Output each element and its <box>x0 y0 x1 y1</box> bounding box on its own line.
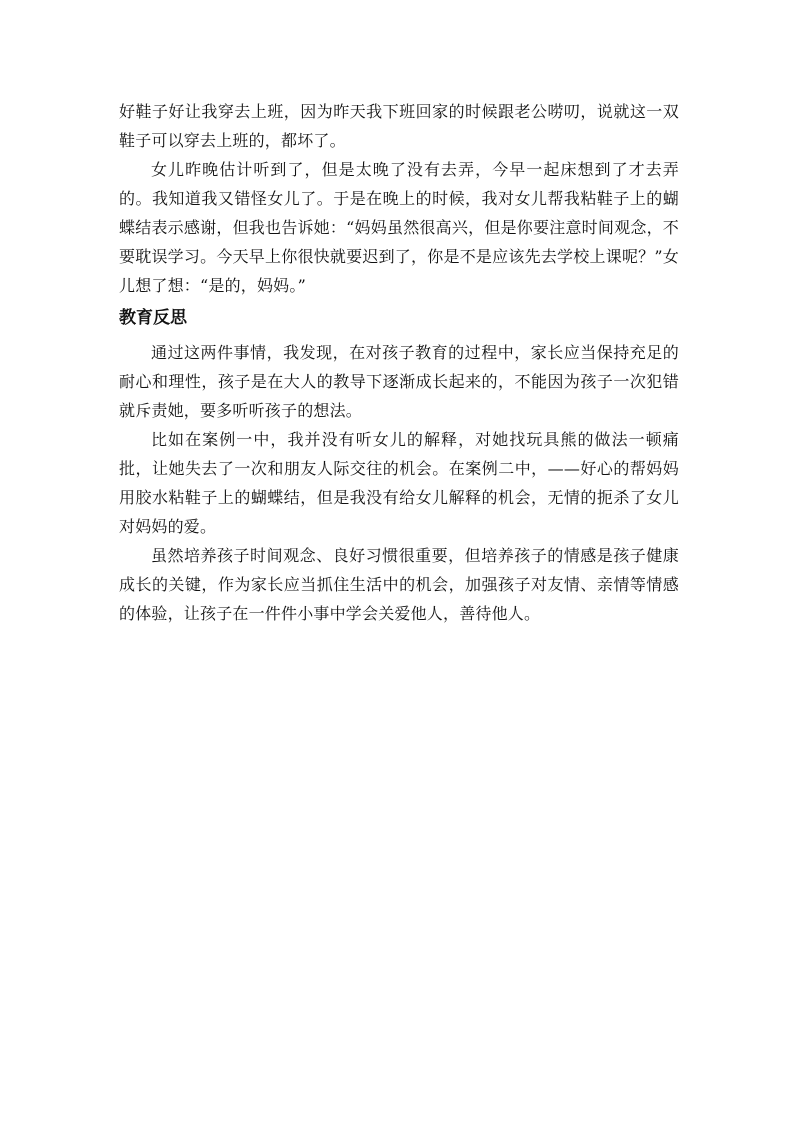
section-heading-education-reflection: 教育反思 <box>119 308 187 328</box>
paragraph-continuation: 好鞋子好让我穿去上班，因为昨天我下班回家的时候跟老公唠叨，说就这一双鞋子可以穿去上班的，都坏了。 <box>119 102 679 150</box>
paragraph-reflection-3: 虽然培养孩子时间观念、良好习惯很重要，但培养孩子的情感是孩子健康成长的关键，作为家长应当抓住生活中的机会，加强孩子对友情、亲情等情感的体验，让孩子在一件件小事中学会关爱他人，善待他人。 <box>119 546 679 623</box>
paragraph-reflection-2: 比如在案例一中，我并没有听女儿的解释，对她找玩具熊的做法一顿痛批，让她失去了一次和朋友人际交往的机会。在案例二中，——好心的帮妈妈用胶水粘鞋子上的蝴蝶结，但是我没有给女儿解释的机会，无情的扼杀了女儿对妈妈的爱。 <box>119 430 679 536</box>
paragraph-daughter-last-night: 女儿昨晚估计听到了，但是太晚了没有去弄，今早一起床想到了才去弄的。我知道我又错怪女儿了。于是在晚上的时候，我对女儿帮我粘鞋子上的蝴蝶结表示感谢，但我也告诉她：“妈妈虽然很高兴，但是你要注意时间观念，不要耽误学习。今天早上你很快就要迟到了，你是不是应该先去学校上课呢？”女儿想了想：“是的，妈妈。” <box>119 160 679 295</box>
document-body <box>119 97 679 628</box>
paragraph-reflection-1: 通过这两件事情，我发现，在对孩子教育的过程中，家长应当保持充足的耐心和理性，孩子是在大人的教导下逐渐成长起来的，不能因为孩子一次犯错就斥责她，要多听听孩子的想法。 <box>119 343 679 420</box>
